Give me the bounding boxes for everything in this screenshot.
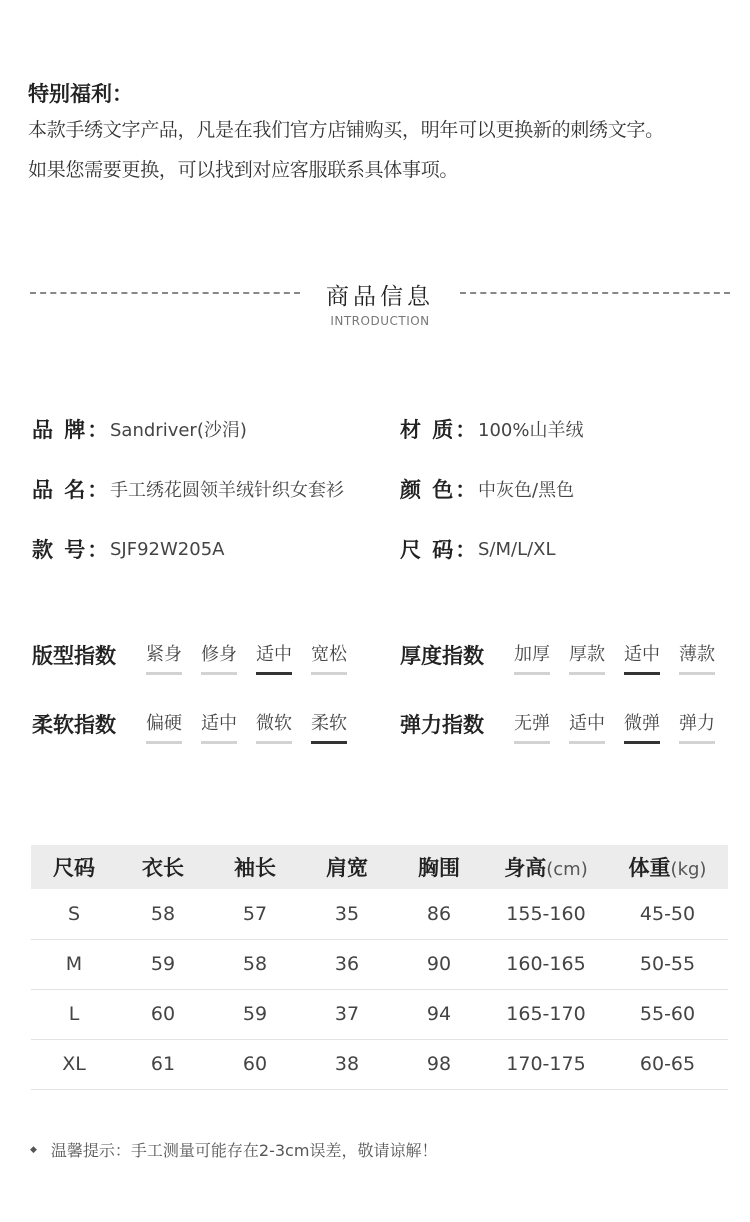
info-material-label: 材 质：: [400, 418, 479, 442]
header-main: 尺码: [53, 856, 95, 880]
header-cell: [393, 845, 485, 889]
section-title: 商品信息: [326, 284, 434, 310]
fit-option-label: 修身: [201, 644, 237, 665]
benefit-section: [28, 78, 738, 190]
benefit-title: 特别福利：: [28, 82, 133, 106]
benefit-line-2: 如果您需要更换，可以找到对应客服联系具体事项。: [28, 159, 459, 181]
thickness-option-bar: [569, 672, 605, 675]
table-cell: L: [31, 989, 117, 1039]
header-cell: [31, 845, 117, 889]
table-cell: 90: [393, 939, 485, 989]
table-row: [31, 989, 728, 1039]
fit-option-bar: [256, 672, 292, 675]
info-style-value: SJF92W205A: [110, 538, 225, 560]
table-cell: 61: [117, 1039, 209, 1089]
elasticity-option-bar: [514, 741, 550, 744]
header-unit: (kg): [670, 859, 707, 880]
elasticity-index-label: 弹力指数: [400, 713, 484, 737]
softness-index-label: 柔软指数: [32, 713, 116, 737]
info-size-label: 尺 码：: [400, 538, 479, 562]
header-main: 衣长: [142, 856, 184, 880]
fit-option: [256, 642, 311, 675]
elasticity-option-bar: [569, 741, 605, 744]
info-size: [400, 534, 556, 564]
diamond-bullet-icon: ◆: [30, 1144, 37, 1155]
table-row: [31, 939, 728, 989]
softness-option-bar: [146, 741, 182, 744]
table-cell: 98: [393, 1039, 485, 1089]
info-brand-value: Sandriver(沙涓): [110, 420, 247, 441]
table-cell: 165-170: [485, 989, 607, 1039]
softness-option-label: 偏硬: [146, 713, 182, 734]
section-subtitle: INTRODUCTION: [330, 314, 430, 328]
header-main: 体重: [628, 856, 671, 880]
table-cell: 58: [117, 889, 209, 939]
table-cell: 55-60: [607, 989, 728, 1039]
elasticity-option-label: 弹力: [679, 713, 715, 734]
elasticity-option-label: 无弹: [514, 713, 550, 734]
elasticity-option: [569, 711, 624, 744]
info-name-label: 品 名：: [32, 478, 111, 502]
table-row: [31, 889, 728, 939]
table-cell: 155-160: [485, 889, 607, 939]
measurement-tip: [30, 1138, 437, 1161]
elasticity-index: [400, 711, 734, 744]
softness-option-bar: [256, 741, 292, 744]
header-unit: (cm): [546, 859, 588, 880]
softness-option-bar: [201, 741, 237, 744]
table-cell: XL: [31, 1039, 117, 1089]
info-material: [400, 414, 583, 444]
table-cell: 160-165: [485, 939, 607, 989]
thickness-index-options: [514, 642, 734, 675]
info-style-label: 款 号：: [32, 538, 111, 562]
fit-option: [311, 642, 366, 675]
softness-option: [201, 711, 256, 744]
info-style: [32, 534, 224, 564]
header-cell: [301, 845, 393, 889]
info-name-value: 手工绣花圆领羊绒针织女套衫: [110, 480, 344, 501]
table-cell: 60-65: [607, 1039, 728, 1089]
info-brand-label: 品 牌：: [32, 418, 111, 442]
table-row: [31, 1039, 728, 1089]
table-cell: S: [31, 889, 117, 939]
table-cell: 94: [393, 989, 485, 1039]
elasticity-option-bar: [679, 741, 715, 744]
table-cell: 59: [209, 989, 301, 1039]
elasticity-option-bar: [624, 741, 660, 744]
thickness-option: [569, 642, 624, 675]
table-cell: 37: [301, 989, 393, 1039]
softness-option-bar: [311, 741, 347, 744]
elasticity-option-label: 微弹: [624, 713, 660, 734]
softness-option-label: 微软: [256, 713, 292, 734]
thickness-option: [514, 642, 569, 675]
thickness-index-label: 厚度指数: [400, 644, 484, 668]
table-cell: 170-175: [485, 1039, 607, 1089]
table-cell: 45-50: [607, 889, 728, 939]
thickness-option-bar: [624, 672, 660, 675]
softness-option: [311, 711, 366, 744]
table-cell: M: [31, 939, 117, 989]
info-color-label: 颜 色：: [400, 478, 479, 502]
tip-text: 温馨提示：手工测量可能存在2-3cm误差，敬请谅解！: [50, 1141, 438, 1160]
elasticity-index-options: [514, 711, 734, 744]
thickness-option-label: 加厚: [514, 644, 550, 665]
header-cell: [209, 845, 301, 889]
fit-option-label: 紧身: [146, 644, 182, 665]
table-cell: 60: [209, 1039, 301, 1089]
elasticity-option: [679, 711, 734, 744]
softness-option-label: 柔软: [311, 713, 347, 734]
softness-option: [256, 711, 311, 744]
fit-option: [146, 642, 201, 675]
thickness-option: [679, 642, 734, 675]
header-main: 肩宽: [326, 856, 368, 880]
info-material-value: 100%山羊绒: [478, 420, 584, 441]
size-table-header: [31, 845, 728, 889]
fit-option-bar: [201, 672, 237, 675]
table-cell: 50-55: [607, 939, 728, 989]
table-cell: 35: [301, 889, 393, 939]
info-size-value: S/M/L/XL: [478, 538, 556, 560]
elasticity-option: [514, 711, 569, 744]
table-cell: 38: [301, 1039, 393, 1089]
header-main: 胸围: [418, 856, 460, 880]
header-cell: [117, 845, 209, 889]
table-cell: 57: [209, 889, 301, 939]
header-cell: [607, 845, 728, 889]
thickness-option-label: 薄款: [679, 644, 715, 665]
softness-option-label: 适中: [201, 713, 237, 734]
fit-index-label: 版型指数: [32, 644, 116, 668]
header-main: 袖长: [234, 856, 276, 880]
fit-option: [201, 642, 256, 675]
size-table: [31, 845, 728, 1090]
info-brand: [32, 414, 247, 444]
thickness-option: [624, 642, 679, 675]
softness-index: [32, 711, 366, 744]
header-main: 身高: [504, 856, 547, 880]
elasticity-option-label: 适中: [569, 713, 605, 734]
table-cell: 36: [301, 939, 393, 989]
table-cell: 59: [117, 939, 209, 989]
softness-index-options: [146, 711, 366, 744]
table-cell: 86: [393, 889, 485, 939]
benefit-line-1: 本款手绣文字产品，凡是在我们官方店铺购买，明年可以更换新的刺绣文字。: [28, 119, 664, 141]
elasticity-option: [624, 711, 679, 744]
table-cell: 58: [209, 939, 301, 989]
fit-option-bar: [311, 672, 347, 675]
product-info-heading: [30, 276, 730, 336]
table-cell: 60: [117, 989, 209, 1039]
thickness-index: [400, 642, 734, 675]
fit-option-label: 宽松: [311, 644, 347, 665]
thickness-option-bar: [679, 672, 715, 675]
fit-option-label: 适中: [256, 644, 292, 665]
thickness-option-label: 适中: [624, 644, 660, 665]
thickness-option-bar: [514, 672, 550, 675]
fit-index-options: [146, 642, 366, 675]
softness-option: [146, 711, 201, 744]
fit-index: [32, 642, 366, 675]
info-color-value: 中灰色/黑色: [478, 480, 575, 501]
thickness-option-label: 厚款: [569, 644, 605, 665]
header-cell: [485, 845, 607, 889]
info-name: [32, 474, 344, 504]
info-color: [400, 474, 574, 504]
fit-option-bar: [146, 672, 182, 675]
